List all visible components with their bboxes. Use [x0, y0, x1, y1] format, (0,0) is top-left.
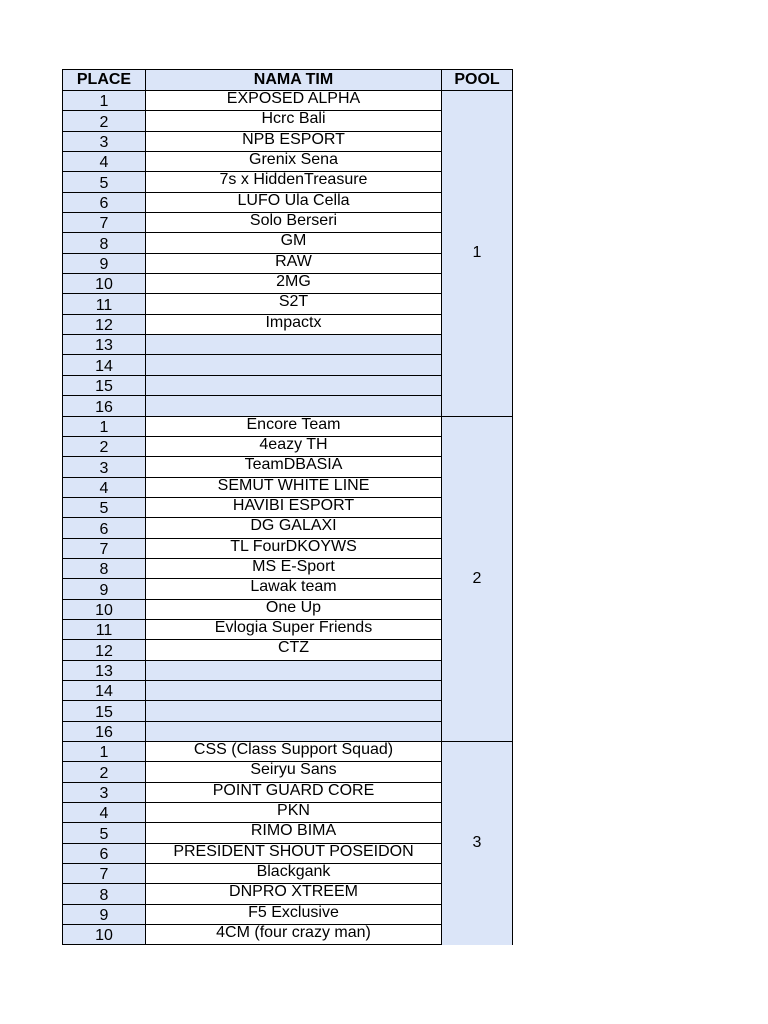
team-name-cell: PKN [146, 803, 442, 823]
team-name-cell: S2T [146, 294, 442, 314]
place-cell: 2 [63, 436, 146, 456]
header-team-name: NAMA TIM [146, 70, 442, 91]
place-cell: 14 [63, 680, 146, 700]
place-cell: 9 [63, 253, 146, 273]
place-cell: 1 [63, 91, 146, 111]
place-cell: 15 [63, 701, 146, 721]
place-cell: 2 [63, 111, 146, 131]
place-cell: 6 [63, 843, 146, 863]
place-cell: 3 [63, 457, 146, 477]
pool-table [62, 69, 513, 945]
team-name-cell: DG GALAXI [146, 518, 442, 538]
place-cell: 10 [63, 274, 146, 294]
place-cell: 10 [63, 925, 146, 945]
team-name-cell [146, 721, 442, 741]
place-cell: 7 [63, 213, 146, 233]
place-cell: 4 [63, 152, 146, 172]
pool-number-cell: 2 [442, 416, 513, 742]
table-body [63, 91, 513, 945]
place-cell: 7 [63, 864, 146, 884]
team-name-cell [146, 396, 442, 416]
place-cell: 1 [63, 742, 146, 762]
team-name-cell: RAW [146, 253, 442, 273]
place-cell: 9 [63, 579, 146, 599]
team-name-cell: POINT GUARD CORE [146, 782, 442, 802]
place-cell: 3 [63, 782, 146, 802]
place-cell: 15 [63, 375, 146, 395]
place-cell: 2 [63, 762, 146, 782]
team-name-cell: Grenix Sena [146, 152, 442, 172]
team-name-cell: 4CM (four crazy man) [146, 925, 442, 945]
team-name-cell: GM [146, 233, 442, 253]
place-cell: 7 [63, 538, 146, 558]
team-name-cell: MS E-Sport [146, 558, 442, 578]
team-name-cell: One Up [146, 599, 442, 619]
team-name-cell: RIMO BIMA [146, 823, 442, 843]
place-cell: 1 [63, 416, 146, 436]
place-cell: 4 [63, 803, 146, 823]
team-name-cell: Seiryu Sans [146, 762, 442, 782]
team-name-cell: 7s x HiddenTreasure [146, 172, 442, 192]
team-name-cell: CTZ [146, 640, 442, 660]
team-name-cell: Blackgank [146, 864, 442, 884]
team-name-cell: 2MG [146, 274, 442, 294]
place-cell: 12 [63, 314, 146, 334]
team-name-cell: NPB ESPORT [146, 131, 442, 151]
place-cell: 8 [63, 558, 146, 578]
team-name-cell: HAVIBI ESPORT [146, 497, 442, 517]
place-cell: 14 [63, 355, 146, 375]
place-cell: 5 [63, 172, 146, 192]
place-cell: 11 [63, 619, 146, 639]
team-name-cell [146, 375, 442, 395]
place-cell: 11 [63, 294, 146, 314]
team-name-cell: DNPRO XTREEM [146, 884, 442, 904]
team-name-cell [146, 680, 442, 700]
pool-number-cell: 3 [442, 742, 513, 945]
place-cell: 13 [63, 335, 146, 355]
header-row [63, 70, 513, 91]
place-cell: 3 [63, 131, 146, 151]
team-name-cell: Lawak team [146, 579, 442, 599]
team-name-cell [146, 335, 442, 355]
place-cell: 10 [63, 599, 146, 619]
team-name-cell: PRESIDENT SHOUT POSEIDON [146, 843, 442, 863]
team-name-cell: Hcrc Bali [146, 111, 442, 131]
place-cell: 5 [63, 823, 146, 843]
pool-number-cell: 1 [442, 91, 513, 417]
team-name-cell: TL FourDKOYWS [146, 538, 442, 558]
place-cell: 12 [63, 640, 146, 660]
place-cell: 9 [63, 904, 146, 924]
place-cell: 16 [63, 721, 146, 741]
table-row [63, 416, 513, 436]
team-name-cell: EXPOSED ALPHA [146, 91, 442, 111]
team-name-cell: Evlogia Super Friends [146, 619, 442, 639]
team-name-cell: TeamDBASIA [146, 457, 442, 477]
place-cell: 16 [63, 396, 146, 416]
header-pool: POOL [442, 70, 513, 91]
team-name-cell: Encore Team [146, 416, 442, 436]
team-name-cell: F5 Exclusive [146, 904, 442, 924]
team-name-cell [146, 701, 442, 721]
place-cell: 8 [63, 233, 146, 253]
team-name-cell [146, 355, 442, 375]
place-cell: 5 [63, 497, 146, 517]
team-name-cell: LUFO Ula Cella [146, 192, 442, 212]
team-name-cell [146, 660, 442, 680]
team-name-cell: Solo Berseri [146, 213, 442, 233]
place-cell: 6 [63, 518, 146, 538]
table-row [63, 91, 513, 111]
team-name-cell: 4eazy TH [146, 436, 442, 456]
place-cell: 8 [63, 884, 146, 904]
table-row [63, 742, 513, 762]
team-name-cell: Impactx [146, 314, 442, 334]
header-place: PLACE [63, 70, 146, 91]
place-cell: 4 [63, 477, 146, 497]
team-name-cell: SEMUT WHITE LINE [146, 477, 442, 497]
team-name-cell: CSS (Class Support Squad) [146, 742, 442, 762]
place-cell: 13 [63, 660, 146, 680]
place-cell: 6 [63, 192, 146, 212]
